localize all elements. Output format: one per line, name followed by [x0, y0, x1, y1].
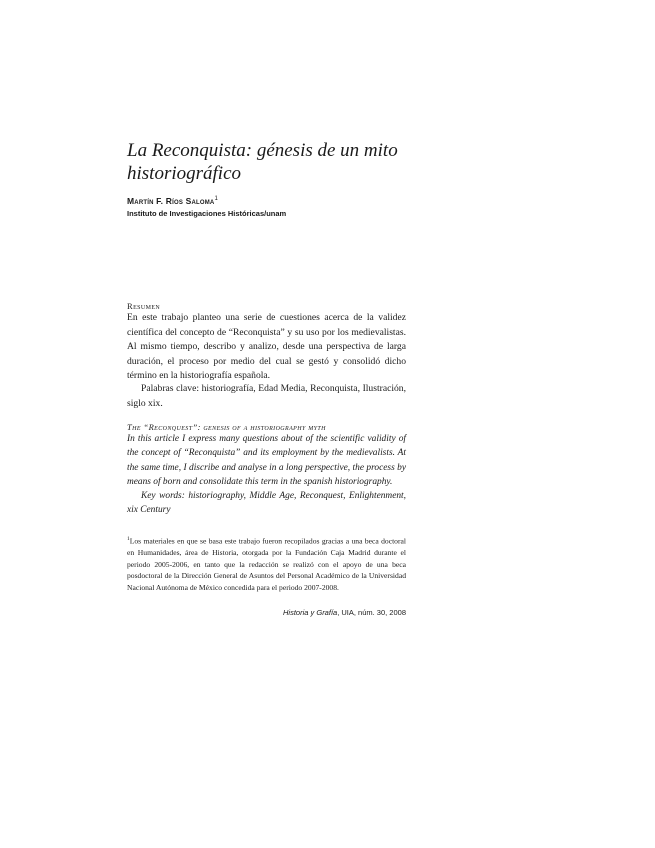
- english-abstract-keywords: Key words: historiography, Middle Age, Reconquest, Enlightenment, xix Century: [127, 491, 406, 516]
- english-abstract-heading: The “Reconquest”: genesis of a historiography myth: [127, 422, 326, 432]
- journal-name: Historia y Grafía: [283, 608, 338, 617]
- author-line: [127, 196, 218, 206]
- author-affiliation: Instituto de Investigaciones Históricas/unam: [127, 209, 287, 218]
- author-footnote-mark: 1: [214, 196, 218, 203]
- resumen-text: En este trabajo planteo una serie de cuestiones acerca de la validez científica del concepto de “Reconquista” y su uso por los medievalistas. Al mismo tiempo, describo y analizo, desde una perspectiva de larga duración, el proceso por medio del cual se gestó y consolidó dicho término en la historiografía española.: [127, 312, 406, 382]
- footnote-mark: 1: [127, 536, 130, 542]
- article-title: La Reconquista: génesis de un mito historiográfico: [127, 140, 398, 184]
- journal-reference: [127, 608, 406, 617]
- journal-issue: , UIA, núm. 30, 2008: [337, 608, 406, 617]
- resumen-heading: Resumen: [127, 301, 161, 311]
- footnote: [127, 534, 406, 594]
- resumen-keywords: Palabras clave: historiografía, Edad Media, Reconquista, Ilustración, siglo xix.: [127, 383, 406, 409]
- footnote-text: Los materiales en que se basa este trabajo fueron recopilados gracias a una beca doctoral en Humanidades, área de Historia, otorgada por la Fundación Caja Madrid durante el periodo 2005-2006, en tanto que la redacción se realizó con el apoyo de una beca posdoctoral de la Dirección General de Asuntos del Personal Académico de la Universidad Nacional Autónoma de México concedida para el periodo 2007-2008.: [127, 536, 406, 592]
- author-name: Martín F. Ríos Saloma: [127, 196, 215, 206]
- english-abstract-text: In this article I express many questions about of the scientific validity of the concept of “Reconquista” and its employment by the medievalists. At the same time, I discribe and analyse in a long perspective, the process by means of born and consolidate this term in the spanish historiography.: [127, 434, 406, 488]
